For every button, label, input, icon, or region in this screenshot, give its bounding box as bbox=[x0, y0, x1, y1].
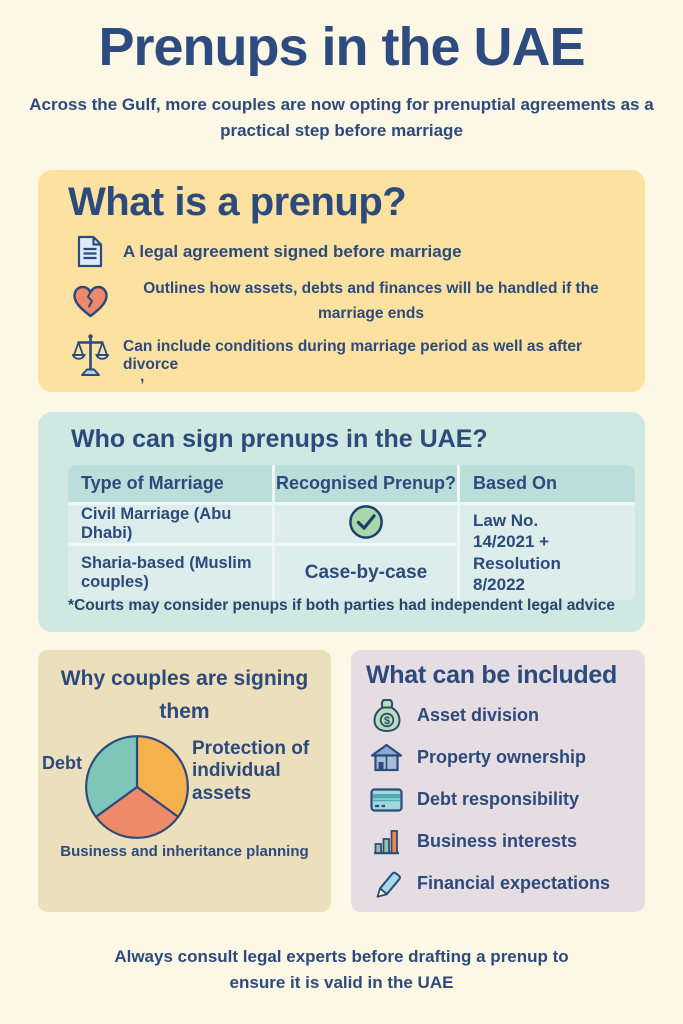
table-cell-based-on: Law No. 14/2021 + Resolution 8/2022 bbox=[460, 505, 635, 600]
pie-label-business: Business and inheritance planning bbox=[60, 843, 309, 860]
included-item-label: Debt responsibility bbox=[417, 789, 580, 809]
check-circle-icon bbox=[348, 504, 384, 545]
page-subtitle: Across the Gulf, more couples are now opting for prenuptial agreements as a practical step before marriage bbox=[29, 95, 654, 140]
table-footnote: *Courts may consider penups if both parties had independent legal advice bbox=[68, 597, 615, 614]
table-cell-civil-marriage: Civil Marriage (Abu Dhabi) bbox=[68, 505, 272, 543]
pencil-icon bbox=[368, 869, 405, 899]
list-item bbox=[368, 867, 637, 900]
list-item bbox=[70, 277, 619, 327]
why-signing-heading: Why couples are signing them bbox=[60, 667, 309, 723]
stray-mark: , bbox=[140, 368, 145, 385]
header bbox=[0, 0, 683, 143]
table-header-based-on: Based On bbox=[460, 465, 635, 502]
what-is-item-text: Outlines how assets, debts and finances will be handled if the marriage ends bbox=[143, 280, 599, 322]
table-header-type: Type of Marriage bbox=[68, 465, 272, 502]
included-item-label: Business interests bbox=[417, 831, 578, 851]
house-icon bbox=[368, 743, 405, 772]
footer-text: Always consult legal experts before drafting a prenup to ensure it is valid in the UAE bbox=[114, 947, 569, 993]
included-item-label: Property ownership bbox=[417, 747, 587, 767]
credit-card-icon bbox=[368, 788, 405, 812]
page-title: Prenups in the UAE bbox=[98, 17, 585, 77]
section-what-can-be-included bbox=[351, 650, 645, 912]
footer bbox=[0, 944, 683, 997]
what-included-heading: What can be included bbox=[366, 661, 617, 689]
list-item bbox=[368, 699, 637, 732]
list-item bbox=[368, 741, 637, 774]
table-cell-recognised-check bbox=[275, 505, 457, 543]
list-item bbox=[70, 235, 619, 268]
who-can-sign-heading: Who can sign prenups in the UAE? bbox=[71, 425, 488, 453]
section-why-couples-sign bbox=[38, 650, 331, 912]
table-cell-sharia-based: Sharia-based (Muslim couples) bbox=[68, 546, 272, 600]
section-who-can-sign bbox=[38, 412, 645, 632]
pie-chart bbox=[83, 733, 191, 841]
pie-label-protection: Protection of individual assets bbox=[192, 738, 310, 804]
list-item bbox=[368, 825, 637, 858]
document-icon bbox=[70, 235, 110, 268]
what-is-heading: What is a prenup? bbox=[68, 180, 407, 224]
scales-icon bbox=[70, 333, 110, 379]
broken-heart-icon bbox=[70, 285, 110, 319]
what-is-item-text: A legal agreement signed before marriage bbox=[123, 241, 462, 261]
section-what-is-a-prenup bbox=[38, 170, 645, 392]
included-item-label: Financial expectations bbox=[417, 873, 611, 893]
svg-text:$: $ bbox=[383, 715, 390, 727]
included-item-label: Asset division bbox=[417, 705, 540, 725]
bar-chart-icon bbox=[368, 828, 405, 855]
table-header-recognised: Recognised Prenup? bbox=[275, 465, 457, 502]
money-bag-icon bbox=[368, 698, 405, 733]
pie-label-debt: Debt bbox=[42, 753, 82, 773]
list-item bbox=[368, 783, 637, 816]
list-item bbox=[70, 333, 619, 379]
prenup-recognition-table bbox=[68, 465, 635, 600]
table-cell-case-by-case: Case-by-case bbox=[275, 546, 457, 600]
what-is-item-text: Can include conditions during marriage period as well as after divorce bbox=[123, 337, 583, 373]
